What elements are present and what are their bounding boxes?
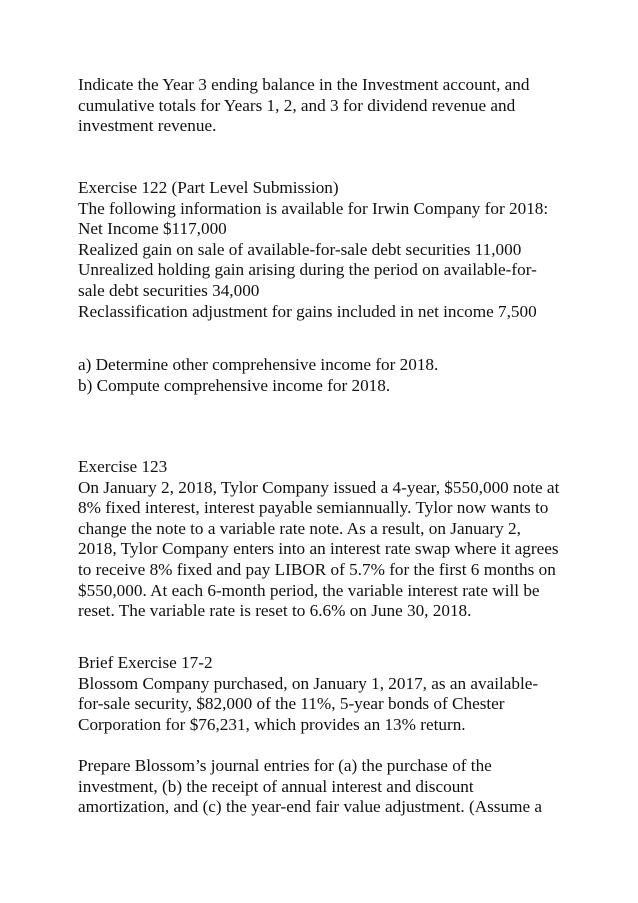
- text-line: 8% fixed interest, interest payable semiannually. Tylor now wants to: [78, 498, 549, 518]
- question-b: b) Compute comprehensive income for 2018.: [78, 375, 391, 395]
- intro-paragraph: [78, 75, 568, 137]
- text-line: cumulative totals for Years 1, 2, and 3 for dividend revenue and: [78, 95, 516, 115]
- exercise-122-paragraph: [78, 178, 568, 322]
- text-line: Unrealized holding gain arising during the period on available-for-: [78, 260, 537, 280]
- brief-exercise-17-2-paragraph: [78, 653, 568, 735]
- text-line: Prepare Blossom’s journal entries for (a) the purchase of the: [78, 756, 492, 775]
- text-line: The following information is available for Irwin Company for 2018:: [78, 198, 549, 218]
- text-line: Corporation for $76,231, which provides an 13% return.: [78, 714, 466, 734]
- brief-exercise-17-2-instructions: [78, 756, 568, 818]
- text-line: 2018, Tylor Company enters into an interest rate swap where it agrees: [78, 539, 559, 559]
- text-line: Realized gain on sale of available-for-sale debt securities 11,000: [78, 239, 522, 259]
- text-line: amortization, and (c) the year-end fair value adjustment. (Assume a: [78, 797, 543, 817]
- text-line: to receive 8% fixed and pay LIBOR of 5.7% for the first 6 months on: [78, 559, 556, 579]
- exercise-heading: Exercise 122 (Part Level Submission): [78, 178, 339, 197]
- text-line: investment, (b) the receipt of annual interest and discount: [78, 776, 474, 796]
- text-line: Reclassification adjustment for gains included in net income 7,500: [78, 301, 537, 321]
- text-line: reset. The variable rate is reset to 6.6% on June 30, 2018.: [78, 601, 472, 621]
- text-line: for-sale security, $82,000 of the 11%, 5-year bonds of Chester: [78, 694, 505, 714]
- text-line: change the note to a variable rate note. As a result, on January 2,: [78, 518, 521, 538]
- text-line: $550,000. At each 6-month period, the variable interest rate will be: [78, 580, 540, 600]
- text-line: investment revenue.: [78, 116, 217, 136]
- text-line: Blossom Company purchased, on January 1, 2017, as an available-: [78, 673, 539, 693]
- exercise-123-paragraph: [78, 457, 568, 622]
- exercise-heading: Exercise 123: [78, 457, 168, 476]
- text-line: Indicate the Year 3 ending balance in the Investment account, and: [78, 75, 530, 94]
- text-line: sale debt securities 34,000: [78, 280, 260, 300]
- exercise-heading: Brief Exercise 17-2: [78, 653, 213, 672]
- text-line: Net Income $117,000: [78, 219, 227, 239]
- question-a: a) Determine other comprehensive income for 2018.: [78, 355, 439, 374]
- text-line: On January 2, 2018, Tylor Company issued a 4-year, $550,000 note at: [78, 477, 560, 497]
- exercise-122-questions: [78, 355, 568, 396]
